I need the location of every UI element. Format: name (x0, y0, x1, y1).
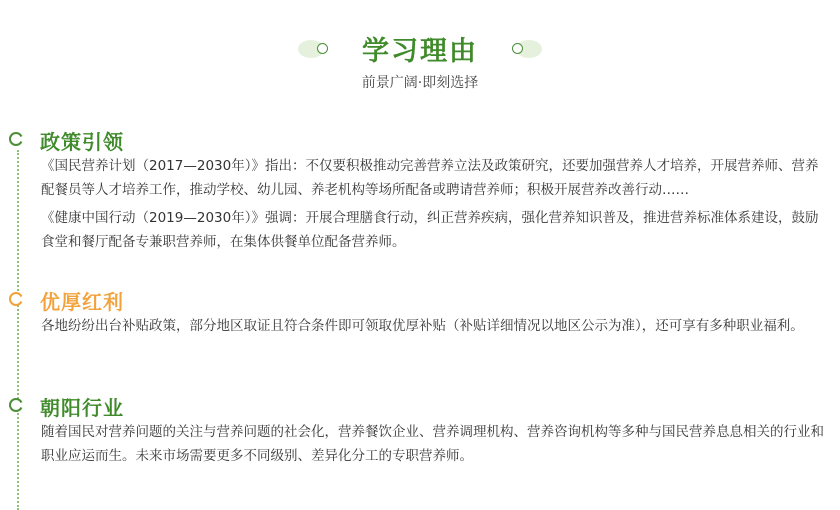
section-industry (0, 392, 840, 468)
title-decoration-left-icon (298, 38, 332, 58)
section-paragraph: 随着国民对营养问题的关注与营养问题的社会化，营养餐饮企业、营养调理机构、营养咨询机构等多种与国民营养息息相关的行业和职业应运而生。未来市场需要更多不同级别、差异化分工的专职营养师。 (41, 424, 824, 464)
section-paragraph: 各地纷纷出台补贴政策，部分地区取证且符合条件即可领取优厚补贴（补贴详细情况以地区公示为准），还可享有多种职业福利。 (41, 318, 804, 334)
timeline-marker-icon (9, 398, 23, 412)
title-row (0, 28, 840, 68)
section-title: 朝阳行业 (40, 396, 124, 420)
header (0, 0, 840, 110)
section-benefits (0, 286, 840, 338)
section-header (0, 286, 840, 314)
page-subtitle: 前景广阔·即刻选择 (361, 75, 479, 91)
section-title: 优厚红利 (40, 290, 124, 314)
section-paragraph: 《国民营养计划（2017—2030年）》指出：不仅要积极推动完善营养立法及政策研究，还要加强营养人才培养，开展营养师、营养配餐员等人才培养工作，推动学校、幼儿园、养老机构等场所配备或聘请营养师；积极开展营养改善行动…… (41, 158, 819, 198)
timeline-marker-icon (9, 292, 23, 306)
section-title: 政策引领 (40, 130, 124, 154)
section-header (0, 126, 840, 154)
section-policy (0, 126, 840, 254)
page-title: 学习理由 (362, 35, 478, 67)
timeline-marker-icon (9, 132, 23, 146)
title-decoration-right-icon (508, 38, 542, 58)
section-header (0, 392, 840, 420)
section-paragraph: 《健康中国行动（2019—2030年）》强调：开展合理膳食行动，纠正营养疾病，强化营养知识普及，推进营养标准体系建设，鼓励食堂和餐厅配备专兼职营养师，在集体供餐单位配备营养师。 (41, 210, 819, 250)
